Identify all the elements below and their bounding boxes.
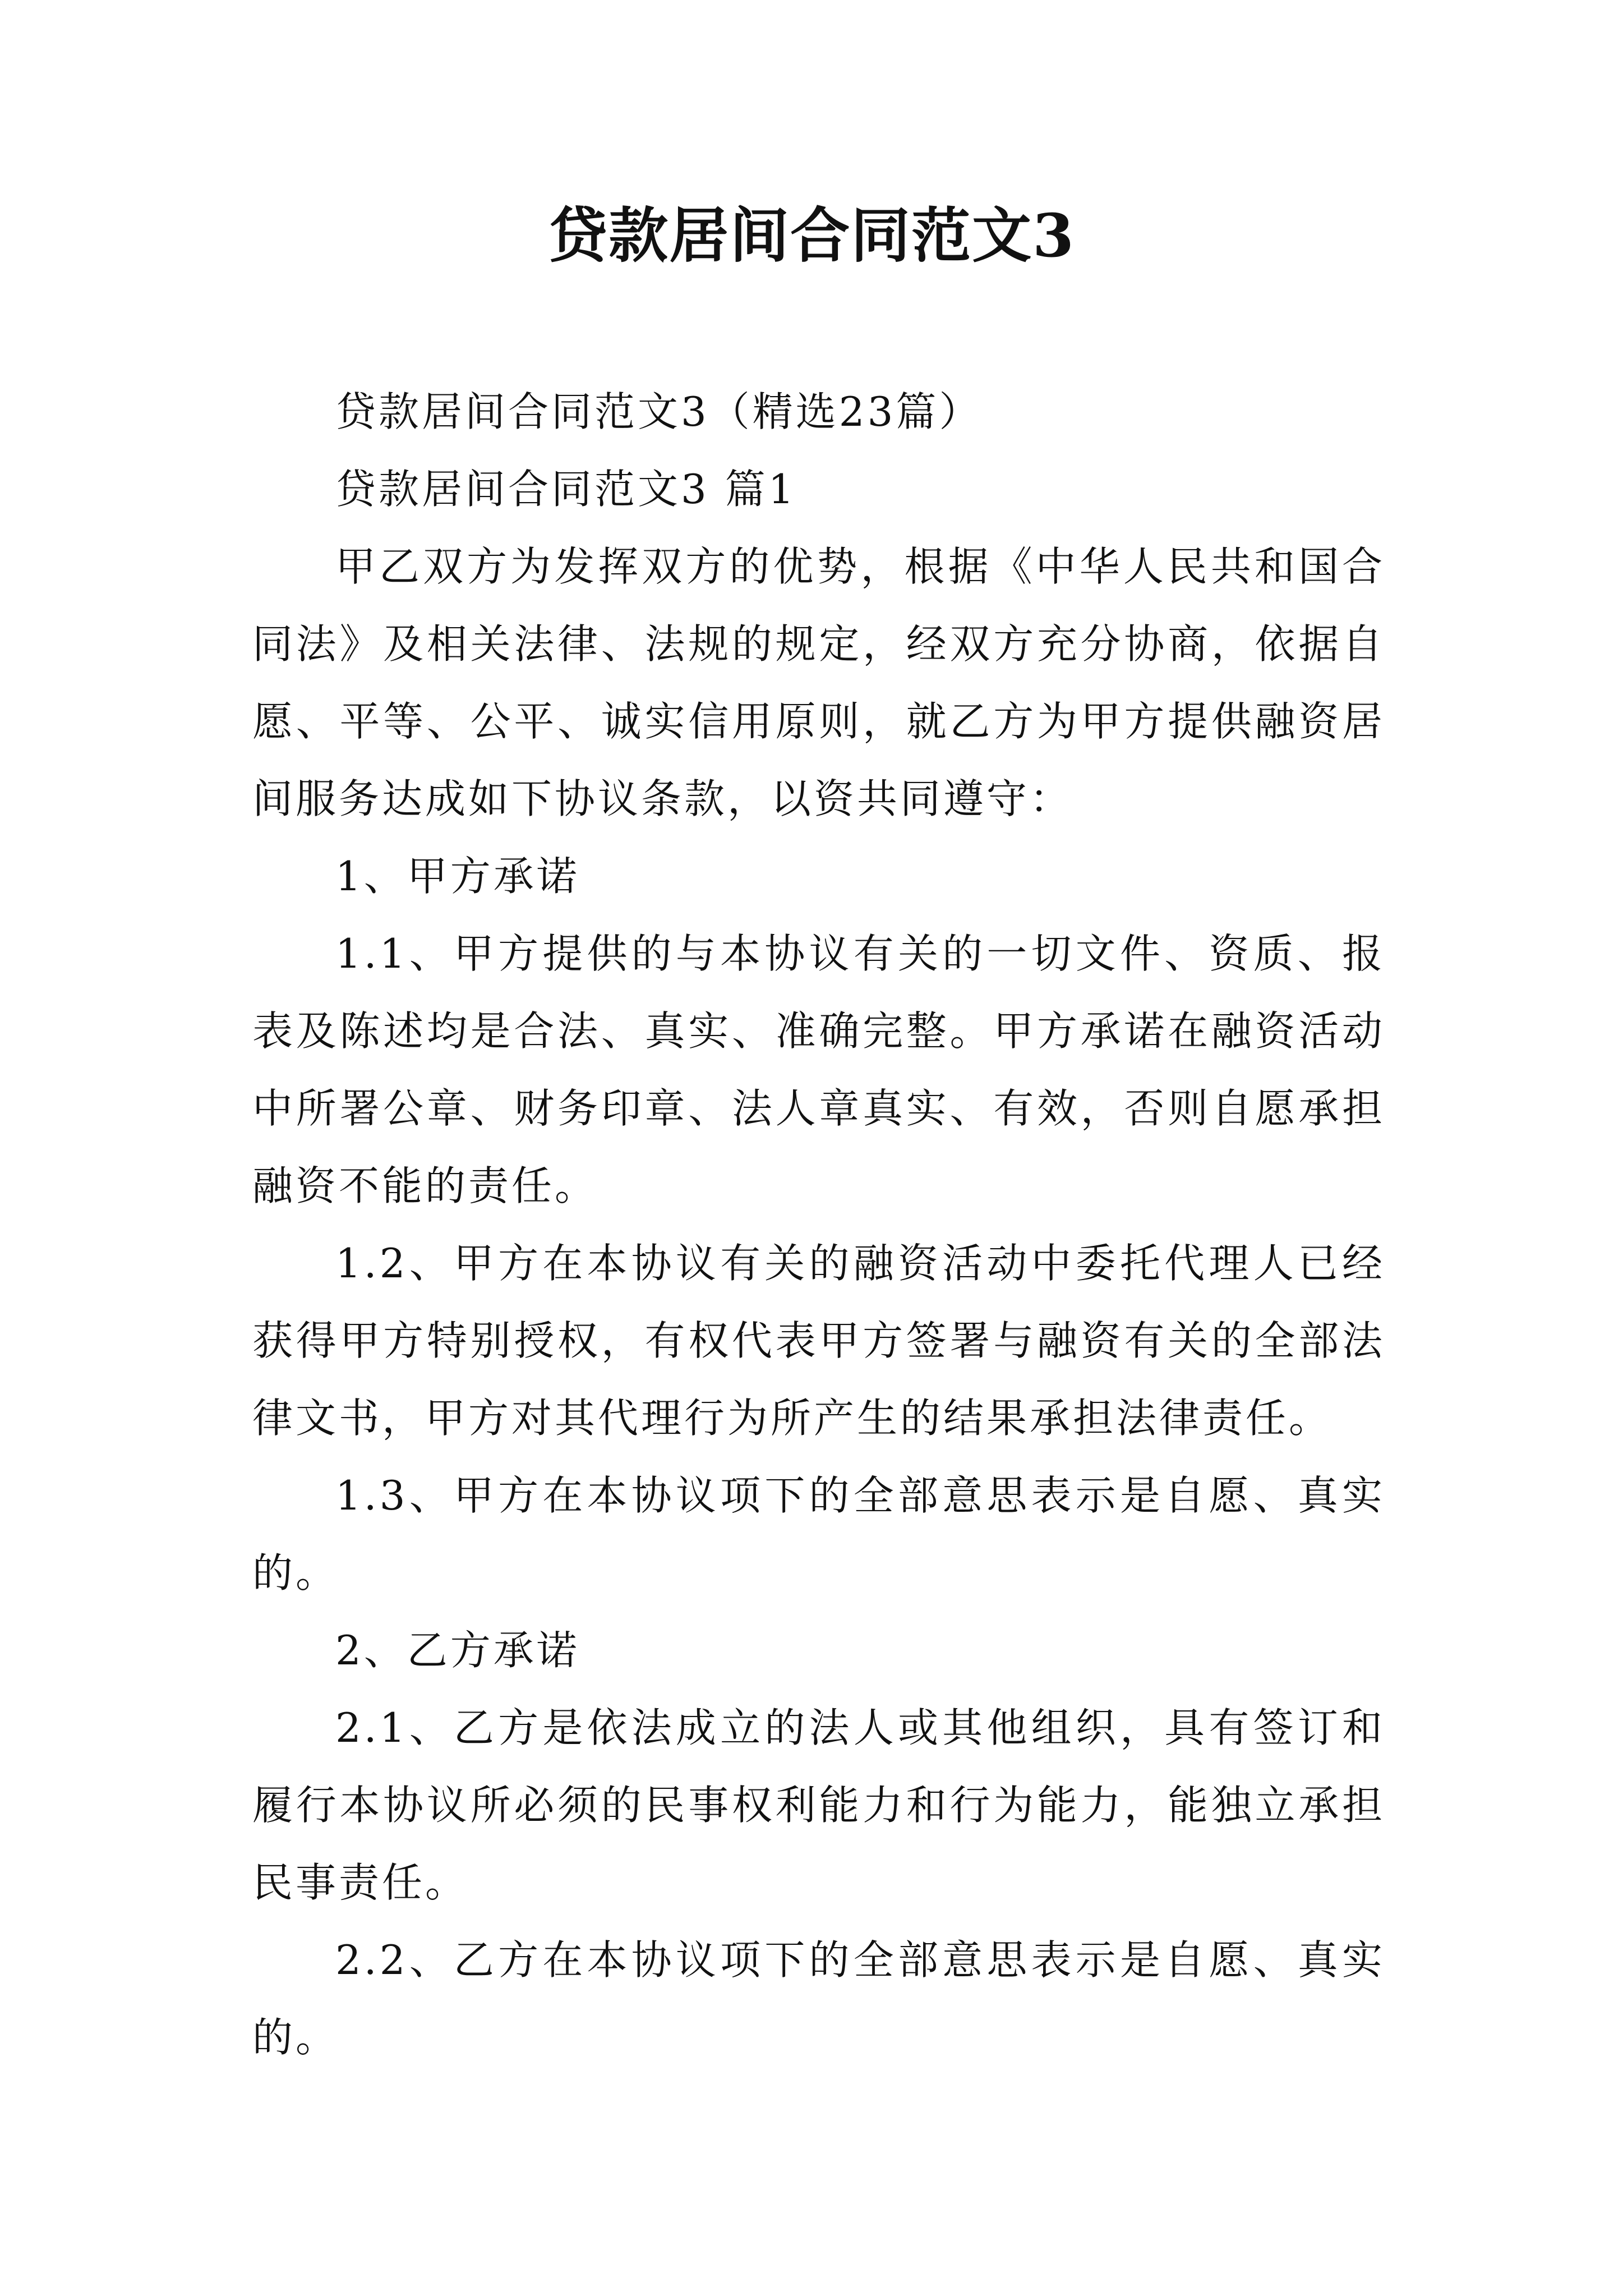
paragraph-section-heading: 贷款居间合同范文3 篇1: [335, 466, 797, 513]
paragraph-1-3: 1.3、甲方在本协议项下的全部意思表示是自愿、真实的。: [252, 1472, 1385, 1596]
paragraph-2-1: 2.1、乙方是依法成立的法人或其他组织，具有签订和履行本协议所必须的民事权利能力和行为能力，能独立承担民事责任。: [252, 1704, 1385, 1906]
paragraph-1-1: 1.1、甲方提供的与本协议有关的一切文件、资质、报表及陈述均是合法、真实、准确完整。甲方承诺在融资活动中所署公章、财务印章、法人章真实、有效，否则自愿承担融资不能的责任。: [252, 930, 1385, 1209]
document-body: [252, 373, 1385, 2076]
paragraph-1-2: 1.2、甲方在本协议有关的融资活动中委托代理人已经获得甲方特别授权，有权代表甲方签署与融资有关的全部法律文书，甲方对其代理行为所产生的结果承担法律责任。: [252, 1240, 1385, 1442]
paragraph-heading-2: 2、乙方承诺: [335, 1627, 580, 1674]
paragraph-heading-1: 1、甲方承诺: [335, 853, 580, 900]
document-title: 贷款居间合同范文3: [548, 200, 1075, 270]
paragraph-intro: 甲乙双方为发挥双方的优势，根据《中华人民共和国合同法》及相关法律、法规的规定，经双方充分协商，依据自愿、平等、公平、诚实信用原则，就乙方为甲方提供融资居间服务达成如下协议条款，以资共同遵守：: [252, 543, 1385, 822]
paragraph-subtitle: 贷款居间合同范文3（精选23篇）: [335, 388, 983, 435]
paragraph-2-2: 2.2、乙方在本协议项下的全部意思表示是自愿、真实的。: [252, 1936, 1385, 2061]
